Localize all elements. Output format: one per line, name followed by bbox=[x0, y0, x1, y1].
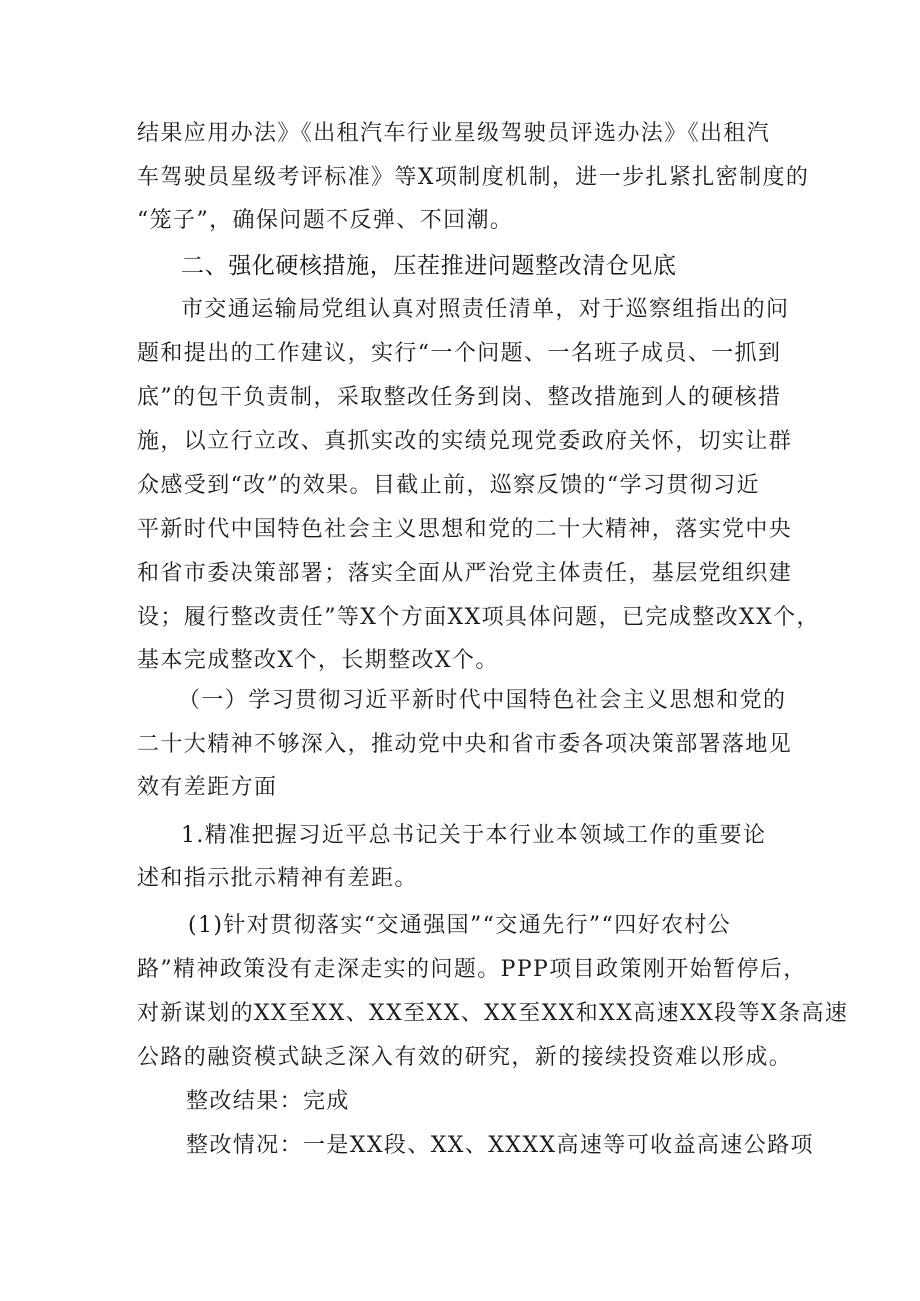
section-paragraph-line-4: 施，以立行立改、真抓实改的实绩兑现党委政府关怀，切实让群 bbox=[137, 429, 793, 454]
item-1-line-2: 述和指示批示精神有差距。 bbox=[137, 866, 418, 891]
section-paragraph-line-3: 底”的包干负责制，采取整改任务到岗、整改措施到人的硬核措 bbox=[137, 385, 782, 410]
section-paragraph-line-8: 设；履行整改责任”等X个方面XX项具体问题，已完成整改XX个， bbox=[137, 605, 820, 630]
item-1-line-1: 1.精准把握习近平总书记关于本行业本领域工作的重要论 bbox=[181, 823, 767, 848]
intro-line-2: 车驾驶员星级考评标准》等X项制度机制，进一步扎紧扎密制度的 bbox=[137, 165, 810, 190]
section-heading: 二、强化硬核措施，压茬推进问题整改清仓见底 bbox=[181, 253, 677, 279]
subsection-line-2: 二十大精神不够深入，推动党中央和省市委各项决策部署落地见 bbox=[137, 732, 793, 757]
item-1-sub-line-4: 公路的融资模式缺乏深入有效的研究，新的接续投资难以形成。 bbox=[137, 1045, 793, 1070]
item-1-sub-line-3: 对新谋划的XX至XX、XX至XX、XX至XX和XX高速XX段等X条高速 bbox=[137, 1001, 849, 1026]
rectification-status: 整改情况：一是XX段、XX、XXXX高速等可收益高速公路项 bbox=[186, 1133, 814, 1158]
section-paragraph-line-9: 基本完成整改X个，长期整改X个。 bbox=[137, 648, 499, 673]
section-paragraph-line-1: 市交通运输局党组认真对照责任清单，对于巡察组指出的问 bbox=[181, 297, 790, 322]
section-paragraph-line-7: 和省市委决策部署；落实全面从严治党主体责任，基层党组织建 bbox=[137, 561, 793, 586]
intro-line-3: “笼子”，确保问题不反弹、不回潮。 bbox=[137, 208, 514, 233]
item-1-sub-line-2: 路”精神政策没有走深走实的问题。PPP项目政策刚开始暂停后， bbox=[137, 957, 807, 982]
item-1-sub-line-1: (1)针对贯彻落实“交通强国”“交通先行”“四好农村公 bbox=[188, 913, 732, 938]
section-paragraph-line-2: 题和提出的工作建议，实行“一个问题、一名班子成员、一抓到 bbox=[137, 341, 782, 366]
section-paragraph-line-6: 平新时代中国特色社会主义思想和党的二十大精神，落实党中央 bbox=[137, 517, 793, 542]
intro-line-1: 结果应用办法》《出租汽车行业星级驾驶员评选办法》《出租汽 bbox=[137, 121, 771, 146]
subsection-line-1: （一）学习贯彻习近平新时代中国特色社会主义思想和党的 bbox=[178, 688, 787, 713]
subsection-line-3: 效有差距方面 bbox=[137, 775, 278, 800]
section-paragraph-line-5: 众感受到“改”的效果。目截止前，巡察反馈的“学习贯彻习近 bbox=[137, 473, 760, 498]
rectification-result: 整改结果：完成 bbox=[186, 1089, 350, 1114]
